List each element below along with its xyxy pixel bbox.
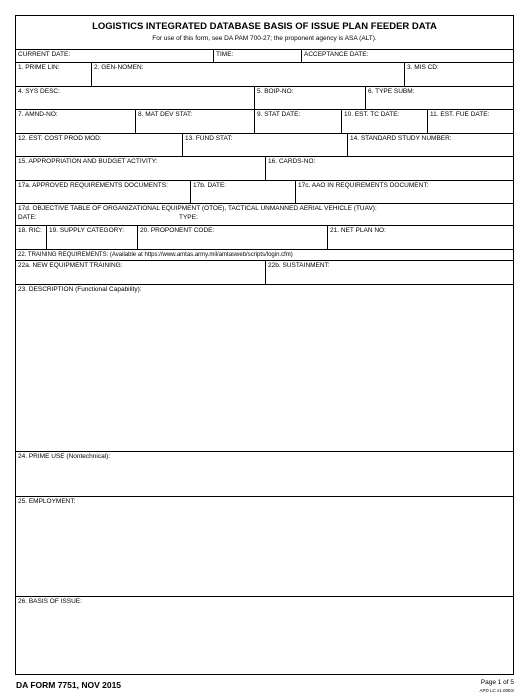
req-date-label: 17b. DATE:: [193, 182, 227, 189]
approved-req-docs-label: 17a. APPROVED REQUIREMENTS DOCUMENTS:: [18, 182, 168, 189]
form-subtitle: For use of this form, see DA PAM 700-27; the proponent agency is ASA (ALT).: [152, 35, 377, 42]
form-version: APD LC v1.00ES: [479, 688, 514, 693]
aao-label: 17c. AAO IN REQUIREMENTS DOCUMENT:: [298, 182, 429, 189]
cards-no-label: 16. CARDS-NO:: [268, 158, 316, 165]
cell-divider: [341, 109, 342, 133]
cell-divider: [265, 260, 266, 284]
row-divider: [16, 496, 513, 497]
form-title: LOGISTICS INTEGRATED DATABASE BASIS OF ISSUE PLAN FEEDER DATA: [92, 21, 437, 32]
row-divider: [16, 49, 513, 50]
sys-desc-label: 4. SYS DESC:: [18, 88, 60, 95]
gen-nomen-label: 2. GEN-NOMEN:: [94, 64, 144, 71]
cell-divider: [301, 49, 302, 62]
row-divider: [16, 180, 513, 181]
description-label: 23. DESCRIPTION (Functional Capability):: [18, 286, 142, 293]
cell-divider: [213, 49, 214, 62]
row-divider: [16, 249, 513, 250]
row-divider: [16, 284, 513, 285]
cell-divider: [365, 86, 366, 109]
page-number: Page 1 of 5: [480, 679, 514, 686]
cell-divider: [254, 86, 255, 109]
cell-divider: [46, 225, 47, 249]
cell-divider: [137, 225, 138, 249]
row-divider: [16, 596, 513, 597]
row-divider: [16, 225, 513, 226]
current-date-label: CURRENT DATE:: [18, 51, 71, 58]
mis-cd-label: 3. MIS CD:: [407, 64, 439, 71]
row-divider: [16, 451, 513, 452]
employment-label: 25. EMPLOYMENT:: [18, 498, 76, 505]
sustainment-label: 22b. SUSTAINMENT:: [268, 262, 330, 269]
training-requirements-label: 22. TRAINING REQUIREMENTS: (Available at https://www.amtas.army.mil/amtasweb/scripts/login.cfm): [18, 252, 293, 258]
cell-divider: [265, 156, 266, 180]
est-cost-prod-mod-label: 12. EST. COST PROD MOD:: [18, 135, 102, 142]
cell-divider: [347, 133, 348, 156]
row-divider: [16, 203, 513, 204]
acceptance-date-label: ACCEPTANCE DATE:: [304, 51, 369, 58]
fund-stat-label: 13. FUND STAT:: [185, 135, 233, 142]
est-tc-date-label: 10. EST. TC DATE:: [344, 111, 400, 118]
stat-date-label: 9. STAT DATE:: [257, 111, 301, 118]
time-label: TIME:: [216, 51, 234, 58]
cell-divider: [135, 109, 136, 133]
net-plan-no-label: 21. NET PLAN NO:: [330, 227, 386, 234]
standard-study-number-label: 14. STANDARD STUDY NUMBER:: [350, 135, 452, 142]
boip-no-label: 5. BOIP-NO:: [257, 88, 294, 95]
supply-category-label: 19. SUPPLY CATEGORY:: [49, 227, 125, 234]
cell-divider: [254, 109, 255, 133]
row-divider: [16, 109, 513, 110]
form-identifier: DA FORM 7751, NOV 2015: [16, 680, 122, 690]
appropriation-label: 15. APPROPRIATION AND BUDGET ACTIVITY:: [18, 158, 158, 165]
row-divider: [16, 86, 513, 87]
est-fue-date-label: 11. EST. FUE DATE:: [430, 111, 490, 118]
boip-feeder-data-form: [15, 15, 514, 675]
otoe-type-label: TYPE:: [179, 214, 198, 221]
otoe-date-label: DATE:: [18, 214, 37, 221]
proponent-code-label: 20. PROPONENT CODE:: [140, 227, 215, 234]
prime-lin-label: 1. PRIME LIN:: [18, 64, 60, 71]
basis-of-issue-label: 26. BASIS OF ISSUE:: [18, 598, 82, 605]
ric-label: 18. RIC:: [18, 227, 42, 234]
amnd-no-label: 7. AMND-NO:: [18, 111, 58, 118]
cell-divider: [91, 62, 92, 86]
cell-divider: [182, 133, 183, 156]
otoe-label: 17d. OBJECTIVE TABLE OF ORGANIZATIONAL EQUIPMENT (OTOE), TACTICAL UNMANNED AERIAL VEHICLE (TUAV):: [18, 205, 377, 212]
cell-divider: [427, 109, 428, 133]
row-divider: [16, 133, 513, 134]
cell-divider: [190, 180, 191, 203]
new-equipment-training-label: 22a. NEW EQUIPMENT TRAINING:: [18, 262, 123, 269]
cell-divider: [404, 62, 405, 86]
prime-use-label: 24. PRIME USE (Nontechnical):: [18, 453, 111, 460]
mat-dev-stat-label: 8. MAT DEV STAT:: [138, 111, 193, 118]
cell-divider: [327, 225, 328, 249]
cell-divider: [295, 180, 296, 203]
type-subm-label: 6. TYPE SUBM:: [368, 88, 415, 95]
